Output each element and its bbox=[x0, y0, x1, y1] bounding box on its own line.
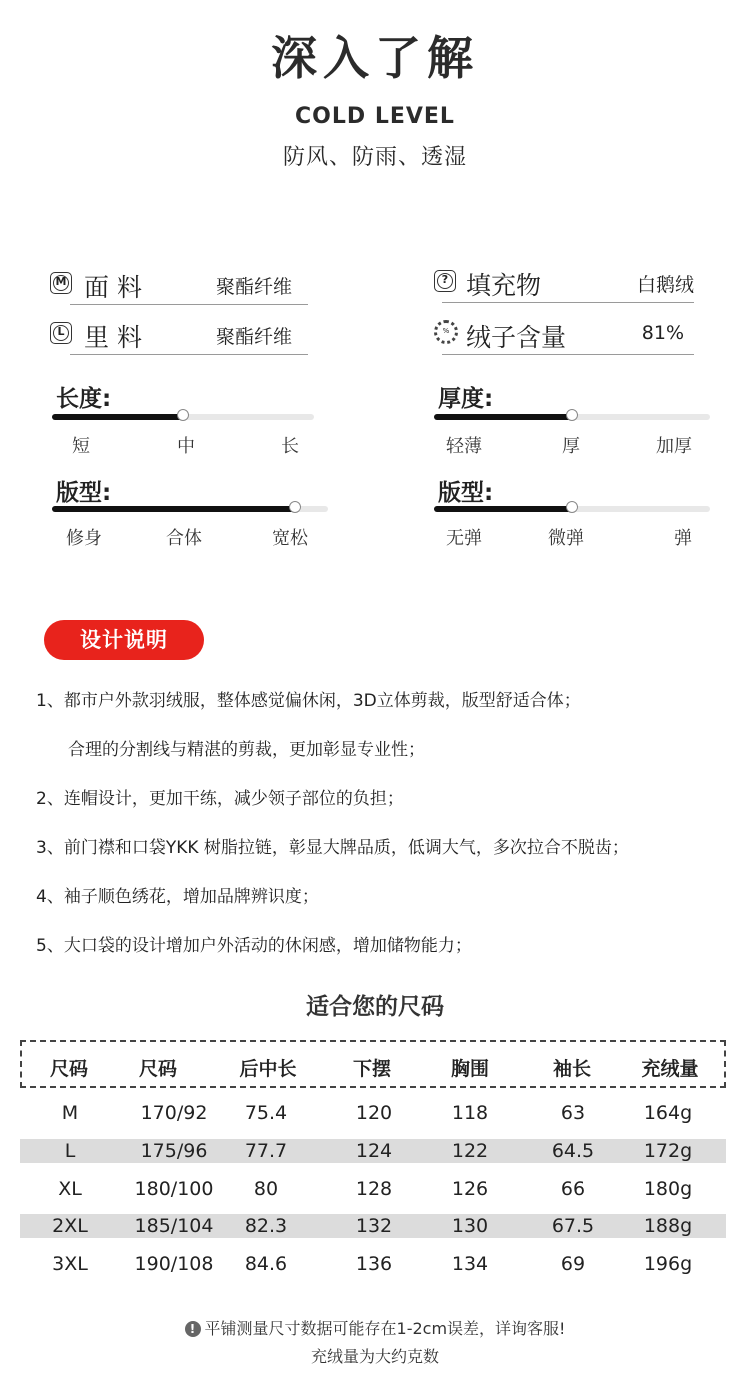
tick-short: 短 bbox=[72, 436, 90, 457]
material-down-content bbox=[434, 318, 696, 354]
thickness-slider bbox=[434, 414, 710, 420]
table-cell: 180g bbox=[643, 1178, 693, 1200]
length-knob bbox=[177, 409, 189, 421]
table-cell: 82.3 bbox=[244, 1215, 288, 1237]
cold-level-subtitle: COLD LEVEL bbox=[295, 104, 455, 129]
thickness-title: 厚度: bbox=[438, 386, 494, 412]
table-cell: 64.5 bbox=[551, 1140, 595, 1162]
table-cell: L bbox=[64, 1140, 76, 1162]
table-cell: 122 bbox=[451, 1140, 489, 1162]
tick-loose: 宽松 bbox=[272, 528, 308, 549]
table-cell: 180/100 bbox=[134, 1178, 214, 1200]
fabric-m-icon: M bbox=[50, 272, 72, 294]
table-cell: 63 bbox=[560, 1102, 586, 1124]
table-cell: 175/96 bbox=[140, 1140, 208, 1162]
fit-fill bbox=[52, 506, 295, 512]
stretch-slider bbox=[434, 506, 710, 512]
table-cell: 164g bbox=[643, 1102, 693, 1124]
down-weight-note: 充绒量为大约克数 bbox=[310, 1347, 439, 1366]
table-cell: 80 bbox=[253, 1178, 279, 1200]
header-cell: 下摆 bbox=[352, 1058, 391, 1080]
header-cell: 充绒量 bbox=[641, 1058, 699, 1080]
length-title: 长度: bbox=[56, 386, 112, 412]
material-value: 聚酯纤维 bbox=[215, 326, 292, 348]
tick-medium: 中 bbox=[177, 436, 195, 457]
table-cell: 124 bbox=[355, 1140, 393, 1162]
size-table-header bbox=[20, 1040, 726, 1088]
table-cell: 75.4 bbox=[244, 1102, 288, 1124]
lining-l-icon: L bbox=[50, 322, 72, 344]
design-line-4: 4、袖子顺色绣花，增加品牌辨识度； bbox=[36, 887, 319, 907]
material-outer bbox=[50, 268, 310, 304]
design-heading-badge: 设计说明 bbox=[44, 620, 204, 660]
length-slider bbox=[52, 414, 314, 420]
table-cell: 128 bbox=[355, 1178, 393, 1200]
table-cell: 2XL bbox=[52, 1215, 88, 1237]
tick-slim: 修身 bbox=[66, 528, 102, 549]
divider bbox=[70, 304, 308, 305]
divider bbox=[70, 354, 308, 355]
header-cell: 袖长 bbox=[552, 1058, 591, 1080]
tick-light: 轻薄 bbox=[446, 436, 482, 457]
table-cell: 170/92 bbox=[140, 1102, 208, 1124]
header-cell: 胸围 bbox=[450, 1058, 489, 1080]
stretch-fill bbox=[434, 506, 572, 512]
table-cell: 66 bbox=[560, 1178, 586, 1200]
percent-icon: % bbox=[434, 320, 458, 344]
material-lining bbox=[50, 318, 310, 354]
size-table-body bbox=[20, 1100, 726, 1290]
table-cell: 126 bbox=[451, 1178, 489, 1200]
table-cell: 77.7 bbox=[244, 1140, 288, 1162]
table-cell: 3XL bbox=[52, 1253, 88, 1275]
tick-no-stretch: 无弹 bbox=[446, 528, 482, 549]
table-cell: 67.5 bbox=[551, 1215, 595, 1237]
table-cell: XL bbox=[58, 1178, 82, 1200]
question-icon: ? bbox=[434, 270, 456, 292]
table-cell: 188g bbox=[643, 1215, 693, 1237]
header-cell: 尺码 bbox=[49, 1058, 88, 1080]
material-value: 白鹅绒 bbox=[636, 274, 694, 296]
measurement-note bbox=[0, 1316, 750, 1339]
table-cell: 185/104 bbox=[134, 1215, 214, 1237]
material-label: 里 料 bbox=[84, 323, 142, 352]
feature-subtitle: 防风、防雨、透湿 bbox=[282, 145, 467, 170]
design-line-3: 3、前门襟和口袋YKK 树脂拉链，彰显大牌品质，低调大气，多次拉合不脱齿； bbox=[36, 838, 629, 858]
tick-slight-stretch: 微弹 bbox=[548, 528, 584, 549]
note-text: 平铺测量尺寸数据可能存在1-2cm误差，详询客服! bbox=[204, 1319, 566, 1338]
design-line-5: 5、大口袋的设计增加户外活动的休闲感，增加储物能力； bbox=[36, 936, 472, 956]
table-cell: 190/108 bbox=[134, 1253, 214, 1275]
table-cell: 84.6 bbox=[244, 1253, 288, 1275]
page-title: 深入了解 bbox=[271, 31, 479, 85]
fit-title: 版型: bbox=[56, 480, 112, 506]
tick-extra-thick: 加厚 bbox=[656, 436, 692, 457]
material-label: 面 料 bbox=[84, 273, 142, 302]
header-cell: 尺码 bbox=[138, 1058, 177, 1080]
thickness-knob bbox=[566, 409, 578, 421]
thickness-fill bbox=[434, 414, 572, 420]
table-cell: 136 bbox=[355, 1253, 393, 1275]
material-filling bbox=[434, 266, 696, 302]
design-line-2: 2、连帽设计，更加干练，减少领子部位的负担； bbox=[36, 789, 404, 809]
tick-long: 长 bbox=[281, 436, 299, 457]
header-cell: 后中长 bbox=[239, 1058, 297, 1080]
material-value: 聚酯纤维 bbox=[215, 276, 292, 298]
table-cell: 172g bbox=[643, 1140, 693, 1162]
tick-stretch: 弹 bbox=[674, 528, 692, 549]
table-cell: 69 bbox=[560, 1253, 586, 1275]
table-cell: 130 bbox=[451, 1215, 489, 1237]
fit-slider bbox=[52, 506, 328, 512]
design-line-1b: 合理的分割线与精湛的剪裁，更加彰显专业性； bbox=[68, 740, 425, 760]
tick-regular: 合体 bbox=[166, 528, 202, 549]
material-value: 81% bbox=[641, 322, 684, 344]
table-cell: 120 bbox=[355, 1102, 393, 1124]
divider bbox=[442, 354, 694, 355]
divider bbox=[442, 302, 694, 303]
tick-thick: 厚 bbox=[562, 436, 580, 457]
size-table-title: 适合您的尺码 bbox=[306, 994, 444, 1020]
table-cell: 132 bbox=[355, 1215, 393, 1237]
alert-icon: ! bbox=[185, 1321, 201, 1337]
length-fill bbox=[52, 414, 183, 420]
stretch-knob bbox=[566, 501, 578, 513]
fit-knob bbox=[289, 501, 301, 513]
table-cell: 134 bbox=[451, 1253, 489, 1275]
table-cell: 118 bbox=[451, 1102, 489, 1124]
stretch-title: 版型: bbox=[438, 480, 494, 506]
design-line-1: 1、都市户外款羽绒服，整体感觉偏休闲，3D立体剪裁，版型舒适合体； bbox=[36, 691, 581, 711]
material-label: 绒子含量 bbox=[466, 323, 567, 352]
material-label: 填充物 bbox=[466, 271, 542, 300]
table-cell: 196g bbox=[643, 1253, 693, 1275]
table-cell: M bbox=[61, 1102, 79, 1124]
